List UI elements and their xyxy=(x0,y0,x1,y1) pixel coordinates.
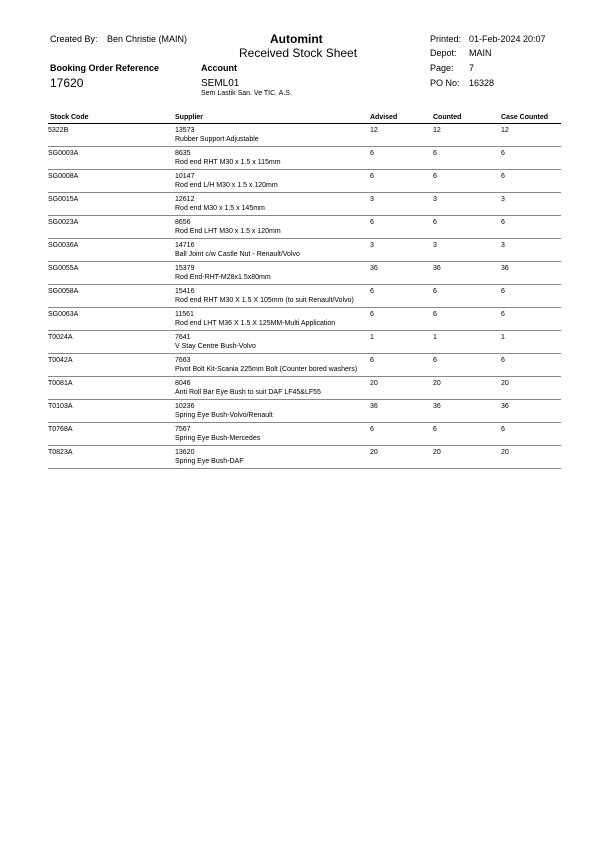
counted-cell: 3 xyxy=(433,193,501,216)
counted-cell: 6 xyxy=(433,423,501,446)
counted-cell: 1 xyxy=(433,331,501,354)
case-counted-cell: 6 xyxy=(501,170,561,193)
supplier-cell xyxy=(175,354,370,377)
supplier-cell xyxy=(175,239,370,262)
supplier-code: 11561 xyxy=(175,311,194,318)
supplier-cell xyxy=(175,193,370,216)
supplier-code: 13620 xyxy=(175,449,195,456)
stock-code-cell: T0768A xyxy=(48,423,175,446)
table-row xyxy=(48,285,561,308)
table-row xyxy=(48,124,561,147)
table-row xyxy=(48,354,561,377)
table-row xyxy=(48,262,561,285)
booking-ref-label: Booking Order Reference xyxy=(50,63,160,73)
counted-cell: 6 xyxy=(433,170,501,193)
col-advised: Advised xyxy=(370,114,398,121)
company-name: Automint xyxy=(270,32,323,46)
table-row xyxy=(48,400,561,423)
item-description: Rod End LHT M30 x 1.5 x 120mm xyxy=(175,228,281,235)
supplier-code: 12612 xyxy=(175,196,195,203)
advised-cell: 6 xyxy=(370,216,433,239)
item-description: V Stay Centre Bush-Volvo xyxy=(175,343,256,350)
supplier-code: 15379 xyxy=(175,265,195,272)
supplier-code: 8046 xyxy=(175,380,191,387)
advised-cell: 20 xyxy=(370,446,433,469)
page-value: 7 xyxy=(469,63,475,73)
item-description: Rod end RHT M30 x 1.5 x 115mm xyxy=(175,159,281,166)
case-counted-cell: 6 xyxy=(501,308,561,331)
stock-code-cell: SG0055A xyxy=(48,262,175,285)
table-row xyxy=(48,216,561,239)
po-value: 16328 xyxy=(469,78,495,88)
counted-cell: 6 xyxy=(433,216,501,239)
supplier-code: 14716 xyxy=(175,242,195,249)
item-description: Spring Eye Bush-Mercedes xyxy=(175,435,261,442)
supplier-code: 10147 xyxy=(175,173,195,180)
page-label: Page: xyxy=(430,63,454,73)
item-description: Rod end L/H M30 x 1.5 x 120mm xyxy=(175,182,278,189)
advised-cell: 6 xyxy=(370,423,433,446)
stock-code-cell: T0024A xyxy=(48,331,175,354)
printed-value: 01-Feb-2024 20:07 xyxy=(469,34,546,44)
counted-cell: 6 xyxy=(433,354,501,377)
advised-cell: 36 xyxy=(370,400,433,423)
supplier-cell xyxy=(175,400,370,423)
counted-cell: 6 xyxy=(433,285,501,308)
supplier-cell xyxy=(175,170,370,193)
item-description: Rod end LHT M36 X 1.5 X 125MM-Multi Application xyxy=(175,320,336,327)
counted-cell: 12 xyxy=(433,124,501,147)
advised-cell: 1 xyxy=(370,331,433,354)
case-counted-cell: 20 xyxy=(501,446,561,469)
case-counted-cell: 6 xyxy=(501,354,561,377)
case-counted-cell: 3 xyxy=(501,193,561,216)
supplier-cell xyxy=(175,446,370,469)
supplier-cell xyxy=(175,124,370,147)
advised-cell: 6 xyxy=(370,147,433,170)
created-by-label: Created By: xyxy=(50,34,98,44)
supplier-code: 7567 xyxy=(175,426,191,433)
stock-code-cell: SG0008A xyxy=(48,170,175,193)
table-row xyxy=(48,147,561,170)
advised-cell: 6 xyxy=(370,170,433,193)
case-counted-cell: 20 xyxy=(501,377,561,400)
advised-cell: 20 xyxy=(370,377,433,400)
case-counted-cell: 36 xyxy=(501,400,561,423)
advised-cell: 12 xyxy=(370,124,433,147)
depot-value: MAIN xyxy=(469,48,492,58)
depot-label: Depot: xyxy=(430,48,457,58)
stock-code-cell: SG0015A xyxy=(48,193,175,216)
item-description: Ball Joint c/w Castle Nut - Renault/Volvo xyxy=(175,251,300,258)
counted-cell: 36 xyxy=(433,262,501,285)
col-counted: Counted xyxy=(433,114,462,121)
stock-code-cell: T0042A xyxy=(48,354,175,377)
advised-cell: 3 xyxy=(370,193,433,216)
account-code: SEML01 xyxy=(201,78,240,89)
item-description: Spring Eye Bush-DAF xyxy=(175,458,244,465)
supplier-cell xyxy=(175,377,370,400)
stock-code-cell: 5322B xyxy=(48,124,175,147)
stock-code-cell: SG0023A xyxy=(48,216,175,239)
table-row xyxy=(48,377,561,400)
table-row xyxy=(48,308,561,331)
account-label: Account xyxy=(201,63,237,73)
stock-code-cell: SG0058A xyxy=(48,285,175,308)
table-row xyxy=(48,170,561,193)
case-counted-cell: 12 xyxy=(501,124,561,147)
case-counted-cell: 6 xyxy=(501,147,561,170)
case-counted-cell: 6 xyxy=(501,216,561,239)
supplier-cell xyxy=(175,216,370,239)
case-counted-cell: 1 xyxy=(501,331,561,354)
advised-cell: 6 xyxy=(370,308,433,331)
stock-table xyxy=(48,124,561,469)
supplier-code: 8656 xyxy=(175,219,191,226)
advised-cell: 3 xyxy=(370,239,433,262)
supplier-code: 7641 xyxy=(175,334,191,341)
counted-cell: 6 xyxy=(433,308,501,331)
supplier-code: 7663 xyxy=(175,357,191,364)
table-row xyxy=(48,239,561,262)
sheet-title: Received Stock Sheet xyxy=(239,46,358,60)
item-description: Rod End-RHT-M28x1.5x80mm xyxy=(175,274,271,281)
case-counted-cell: 6 xyxy=(501,285,561,308)
case-counted-cell: 6 xyxy=(501,423,561,446)
po-label: PO No: xyxy=(430,78,460,88)
col-case-counted: Case Counted xyxy=(501,114,549,121)
counted-cell: 6 xyxy=(433,147,501,170)
counted-cell: 36 xyxy=(433,400,501,423)
case-counted-cell: 3 xyxy=(501,239,561,262)
supplier-cell xyxy=(175,423,370,446)
item-description: Pivot Bolt Kit-Scania 225mm Bolt (Counter bored washers) xyxy=(175,366,358,373)
supplier-code: 8635 xyxy=(175,150,191,157)
table-row xyxy=(48,446,561,469)
stock-code-cell: SG0036A xyxy=(48,239,175,262)
advised-cell: 6 xyxy=(370,285,433,308)
item-description: Rod end RHT M30 X 1.5 X 105mm (to suit Renault/Volvo) xyxy=(175,297,354,304)
supplier-cell xyxy=(175,262,370,285)
table-row xyxy=(48,423,561,446)
counted-cell: 3 xyxy=(433,239,501,262)
supplier-cell xyxy=(175,308,370,331)
advised-cell: 6 xyxy=(370,354,433,377)
supplier-cell xyxy=(175,285,370,308)
stock-code-cell: SG0063A xyxy=(48,308,175,331)
stock-code-cell: T0823A xyxy=(48,446,175,469)
printed-label: Printed: xyxy=(430,34,462,44)
table-row xyxy=(48,331,561,354)
stock-code-cell: SG0003A xyxy=(48,147,175,170)
supplier-code: 10236 xyxy=(175,403,195,410)
account-name: Sem Lastik San. Ve TIC. A.S. xyxy=(201,90,292,97)
stock-code-cell: T0081A xyxy=(48,377,175,400)
case-counted-cell: 36 xyxy=(501,262,561,285)
stock-code-cell: T0103A xyxy=(48,400,175,423)
col-supplier: Supplier xyxy=(175,114,204,121)
table-row xyxy=(48,193,561,216)
counted-cell: 20 xyxy=(433,377,501,400)
booking-ref-value: 17620 xyxy=(50,76,84,90)
counted-cell: 20 xyxy=(433,446,501,469)
col-stock-code: Stock Code xyxy=(50,114,89,121)
item-description: Spring Eye Bush-Volvo/Renault xyxy=(175,412,273,419)
item-description: Anti Roll Bar Eye Bush to suit DAF LF45&LF55 xyxy=(175,389,321,396)
item-description: Rod end M30 x 1.5 x 145mm xyxy=(175,205,265,212)
supplier-code: 15416 xyxy=(175,288,195,295)
supplier-cell xyxy=(175,331,370,354)
created-by-value: Ben Christie (MAIN) xyxy=(107,34,188,44)
advised-cell: 36 xyxy=(370,262,433,285)
supplier-cell xyxy=(175,147,370,170)
item-description: Rubber Support Adjustable xyxy=(175,136,259,143)
supplier-code: 13573 xyxy=(175,127,195,134)
